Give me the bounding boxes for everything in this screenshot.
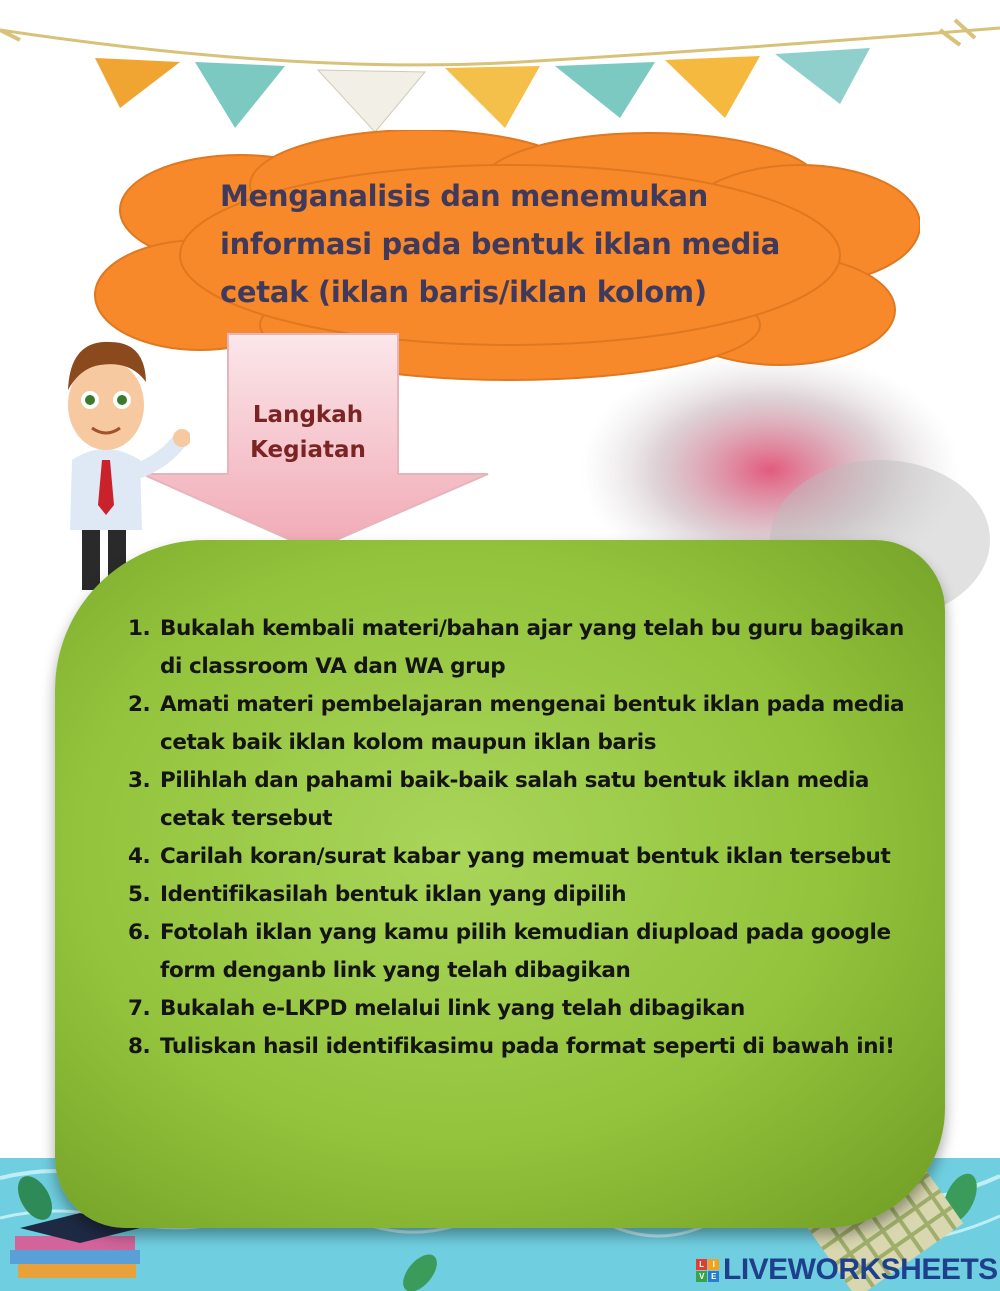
step-text: Fotolah iklan yang kamu pilih kemudian diupload pada google form denganb link yang telah dibagikan [160,920,891,983]
flag [555,62,655,118]
list-item [128,990,918,1028]
liveworksheets-logo[interactable] [696,1252,998,1288]
step-number: 6. [128,920,151,945]
live-badge-icon: L I V E [696,1259,719,1282]
list-item [128,876,918,914]
step-number: 8. [128,1034,151,1059]
flag [665,56,760,118]
step-text: Pilihlah dan pahami baik-baik salah satu bentuk iklan media cetak tersebut [160,768,870,831]
list-item [128,762,918,838]
list-item [128,1028,918,1066]
step-text: Tuliskan hasil identifikasimu pada format seperti di bawah ini! [160,1034,895,1059]
step-text: Bukalah kembali materi/bahan ajar yang telah bu guru bagikan di classroom VA dan WA grup [160,616,904,679]
step-number: 7. [128,996,151,1021]
list-item [128,686,918,762]
arrow-label [228,398,388,468]
list-item [128,838,918,876]
title-line: informasi pada bentuk iklan media [220,227,780,261]
list-item [128,610,918,686]
step-text: Carilah koran/surat kabar yang memuat bentuk iklan tersebut [160,844,891,869]
list-item [128,914,918,990]
step-number: 1. [128,616,151,641]
bunting-decoration [0,0,1000,150]
logo-text: LIVEWORKSHEETS [723,1253,998,1286]
flag [318,70,425,132]
step-number: 5. [128,882,151,907]
arrow-label-line: Langkah [252,402,364,428]
step-number: 2. [128,692,151,717]
step-number: 4. [128,844,151,869]
step-text: Bukalah e-LKPD melalui link yang telah dibagikan [160,996,745,1021]
title-line: Menganalisis dan menemukan [220,179,708,213]
steps-list [128,610,918,1066]
flag [775,48,870,104]
title-line: cetak (iklan baris/iklan kolom) [220,275,707,309]
step-text: Identifikasilah bentuk iklan yang dipilih [160,882,627,907]
step-text: Amati materi pembelajaran mengenai bentuk iklan pada media cetak baik iklan kolom maupun iklan baris [160,692,905,755]
step-number: 3. [128,768,151,793]
arrow-label-line: Kegiatan [250,437,366,463]
flag [95,58,180,108]
page-title [220,172,860,316]
flag [445,66,540,128]
flag [195,62,285,128]
